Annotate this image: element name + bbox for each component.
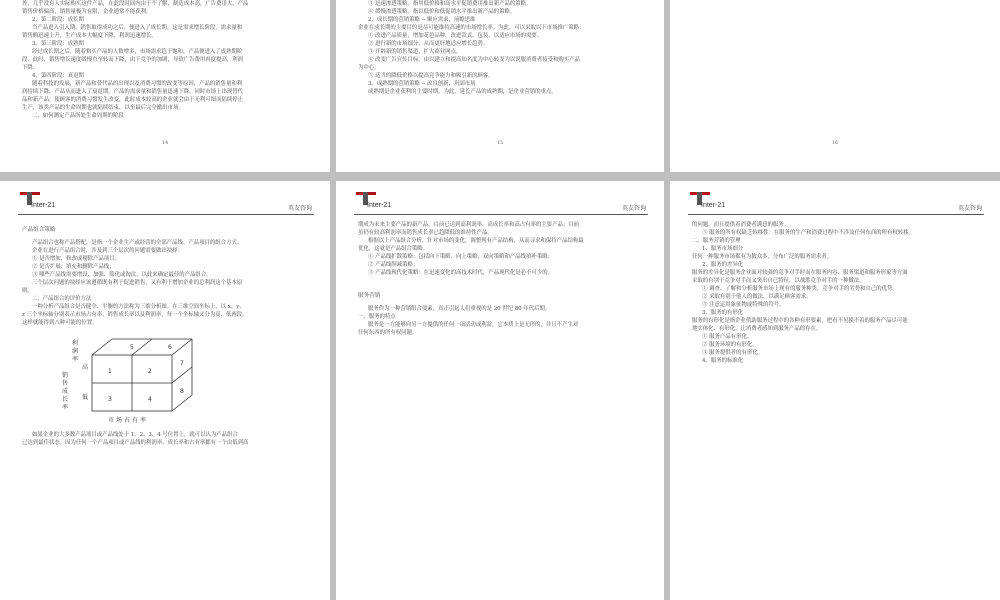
cell-number: 6: [168, 344, 172, 351]
axis-label-y: 销: [62, 372, 69, 379]
text-line: 润持续下降，产品从而进入了衰退期。产品的需求量和销售量迅速下降，同时市场上出现替代: [22, 89, 244, 95]
text-line: ① 调查、了解和分析服务市场上现有的服务种类，竞争对手的劣势和自己的优势。: [702, 286, 898, 292]
text-line: 如果企业的大多数产品项目或产品线处于 1、2、3、4 号位置上，就可以认为产品组合: [32, 432, 238, 438]
axis-label-z: 率: [72, 356, 79, 363]
text-line: 服务的有形化是指企业借助服务过程中的各种有形要素，把看不见摸不着的服务产品尽可能: [692, 318, 908, 324]
text-line: 2、服务的差异化: [702, 262, 744, 268]
text-line: 2、成长期的营销策略 -- 顺应需求，前瞻思维: [368, 17, 476, 23]
text-line: 下降。: [22, 65, 39, 71]
page-body: [22, 0, 312, 120]
text-line: 二、如何测定产品所处生命周期的阶段: [32, 113, 124, 119]
cell-number: 5: [130, 344, 134, 351]
document-page-product-mix: [0, 181, 330, 600]
header-company: 英友咨询: [287, 205, 312, 212]
section-title: 产品组合策略: [22, 227, 56, 233]
page-body: [358, 0, 646, 96]
inter21-logo: [20, 192, 64, 212]
text-line: 成熟期是企业获利的主要时期，为此，延长产品的成熟期，是企业营销的重点。: [368, 89, 557, 95]
text-line: z 三个坐标轴分别表示市场占有率、销售成长率以及利润率，每一个坐标轴又分为高、低两段，: [22, 312, 248, 318]
cube-divider: [172, 367, 192, 383]
axis-label-z: 利: [72, 340, 79, 347]
text-line: 根据以上产品组合分析，针对市场的变化，调整现有产品结构，从而寻求和保持产品结构最: [368, 238, 584, 244]
text-line: 随着科技的发展，新产品和替代品的出现以及消费习惯的改变等原因，产品的销售量和利: [32, 81, 243, 87]
page-body: [692, 221, 982, 365]
text-line: 3、第三阶段：成熟期: [32, 41, 84, 47]
page-number: 15: [496, 140, 504, 146]
text-line: 为中心。: [358, 65, 380, 71]
text-line: 采取的有别于竞争对手而又突出自己特征，以战胜竞争对手的一种做法。: [692, 278, 865, 284]
inter21-logo: [690, 192, 734, 212]
axis-label-y: 长: [62, 396, 69, 403]
document-page-service-management: [670, 181, 1000, 600]
document-page-16: [670, 0, 1000, 172]
text-line: ⑤ 服务的所有权缺乏转移性：在服务的生产和消费过程中不涉及任何东西的所有权转移。: [702, 230, 914, 236]
text-line: 3、成熟期的营销策略 -- 改良创新，巩固市场: [368, 81, 476, 87]
text-line: 已达到最佳状态。因为任何一个产品项目或产品线的利润率、成长率和占有率都有一个由低到高: [22, 440, 249, 446]
cell-number: 1: [108, 368, 112, 375]
text-line: ① 产品线扩散策略：包括向下策略、向上策略、双向策略和产品线填补策略；: [368, 254, 553, 260]
cell-number: 3: [108, 396, 112, 403]
text-line: ③ 开辟新的销售渠道，扩大商业网点。: [368, 49, 462, 55]
page-header: [688, 181, 984, 215]
header-company: 英友咨询: [957, 205, 982, 212]
page-body: [358, 221, 646, 277]
text-line: 一种分析产品组合是否健全、平衡的方法称为三维分析图。在三维空间坐标上，以 x、y、: [32, 304, 245, 310]
axis-label-y: 售: [62, 380, 69, 387]
axis-label-y: 成: [62, 388, 69, 395]
text-line: 外，几乎没有人实际购买这件产品，在此段时间内由于不了解，制造成本高，广告费用大，产品: [22, 1, 249, 7]
document-page-14: [0, 0, 330, 172]
page-body: [22, 239, 312, 327]
axis-label-x: 市: [108, 417, 115, 424]
logo-brand-text: Inter-21: [367, 202, 392, 209]
cell-number: 4: [148, 396, 152, 403]
axis-label-y: 率: [62, 404, 69, 411]
text-line: 1、服务市场细分: [702, 246, 744, 252]
text-line: ③ 服务提供者的有形化。: [702, 350, 764, 356]
text-line: ① 改进产品质量，增加花色品种，改进款式，包装，以适应市场的需要。: [368, 33, 543, 39]
text-line: ① 是否增加、修改或剔除产品项目；: [32, 256, 120, 262]
axis-label-x: 占: [124, 417, 131, 424]
axis-label-x: 场: [116, 417, 123, 424]
text-line: 品和新产品，使顾客的消费习惯发生改变，此时成本较高的企业就会由于无利可图而陆续停止: [22, 97, 244, 103]
inter21-logo: [356, 192, 400, 212]
cell-number: 2: [148, 368, 152, 375]
axis-label-z: 润: [72, 348, 79, 355]
text-line: ② 是否扩展、填充和删除产品线；: [32, 264, 115, 270]
document-page-service-marketing: [336, 181, 664, 600]
cube-edge: [172, 339, 192, 355]
text-line: 生产，该类产品的生命周期也就陆续结束，以至最后完全撤出市场。: [22, 105, 184, 111]
text-line: ② 进行新的市场细分，从而更好地适应增长趋势。: [368, 41, 489, 47]
text-line: 产品组合也称产品搭配，是指一个企业生产或经营的全部产品线、产品项目的组合方式。: [32, 240, 243, 246]
text-line: 服务是一方能够向另一方提供的任何一项活动或利益，它本质上是无形的，并且不产生对: [368, 322, 579, 328]
page-body-2: [358, 305, 646, 337]
text-line: 二、服务营销的管理: [692, 238, 741, 244]
text-line: 2、第二阶段：成长期: [32, 17, 84, 23]
axis-label-x: 率: [140, 417, 147, 424]
text-line: 企业在成长期的主要目的是尽可能维持高速的市场增长率。为此，可以采取以下市场推广策略：: [358, 25, 585, 31]
text-line: ③ 迅速渗透策略。指用低价格和高水平促销费用推出新产品的策略。: [368, 1, 532, 7]
text-line: ① 服务产品有形化。: [702, 334, 753, 340]
text-line: 任何一种服务市场都有为数众多，分布广泛的服务需求者。: [692, 254, 833, 260]
text-line: 地实体化、有形化，让消费者感知到服务产品的存在。: [692, 326, 822, 332]
page-number: 16: [831, 140, 839, 146]
text-line: ⑤ 适当的降低价格以提高竞争能力和吸引新的顾客。: [368, 73, 494, 79]
text-line: ③ 注意运用象征物或特殊的符号。: [702, 302, 785, 308]
text-line: 企业在进行产品组合时，涉及到三个层次的问题需要做出抉择：: [32, 248, 183, 254]
logo-brand-text: Inter-21: [701, 202, 726, 209]
section-title: 服务营销: [358, 293, 381, 299]
text-line: ④ 缓慢渗透策略。指以低价和低促销水平推出新产品的策略。: [368, 9, 516, 15]
text-line: ③ 产品线现代化策略：在迅速变化的高技术时代，产品现代化是必不可少的。: [368, 270, 553, 276]
text-line: ② 服务环境的有形化。: [702, 342, 758, 348]
text-line: 二、产品组合的评价方法: [32, 296, 92, 302]
text-line: 一、服务的特点: [358, 314, 396, 320]
text-line: ② 产品线削减策略；: [368, 262, 419, 268]
text-line: 任何东西的所有权问题。: [358, 330, 418, 336]
three-dimension-diagram: [22, 331, 312, 427]
axis-tick-high: 高: [82, 364, 89, 371]
text-line: ③ 哪些产品线需要增设、加强、简化或淘汰，以此来确定最佳的产品组合。: [32, 272, 212, 278]
text-line: 则。: [22, 288, 33, 294]
cell-number: 7: [180, 360, 184, 367]
text-line: 经过成长期之后，随着购买产品的人数增多，市场需求趋于饱和，产品便进入了成熟期阶: [32, 49, 243, 55]
text-line: 优化，这就是产品组合策略。: [358, 246, 429, 252]
text-line: 销售价格偏高，销售量极为有限，企业通常不能获利。: [22, 9, 152, 15]
text-line: 的问题，而且提供着消费者满意的服务。: [692, 222, 790, 228]
header-company: 英友咨询: [621, 205, 646, 212]
cube-edge: [92, 339, 112, 355]
text-line: 3、服务的有形化: [702, 310, 744, 316]
page-header: [18, 181, 314, 215]
text-line: 4、服务的标准化: [702, 358, 744, 364]
text-line: 期成为未来主要产品的新产品，目前已达到高利润率、高成长率和高占有率的主要产品；目前: [358, 222, 580, 228]
text-line: 三个层次问题的抉择应该遵循既有利于促进销售，又有利于增加企业的总利润这个基本原: [32, 280, 243, 286]
text-line: 段，此时，销售增长速度缓慢直至转而下降，由于竞争的加剧，导致广告费用再度提高，利润: [22, 57, 244, 63]
cell-number: 8: [180, 388, 184, 395]
axis-tick-low: 低: [82, 394, 89, 401]
text-line: 销售额迅速上升，生产成本大幅度下降，利润迅速增长。: [22, 33, 157, 39]
logo-brand-text: Inter-21: [31, 202, 56, 209]
text-line: 4、第四阶段：衰退期: [32, 73, 84, 79]
page-body-bottom: [22, 431, 312, 447]
document-page-15: [336, 0, 664, 172]
text-line: ② 采取有别于他人的做法，以满足顾客需求。: [702, 294, 812, 300]
page-number: 14: [161, 140, 169, 146]
cube-divider: [132, 339, 152, 355]
text-line: 服务作为一种营销组合要素，真正引起人们重视的是 20 世纪 80 年代后期。: [368, 306, 551, 312]
text-line: 服务的差异化是服务企业面对较强的竞争对手时而在服务内容、服务渠道和服务形象等方面: [692, 270, 908, 276]
text-line: 当产品进入引入期，销售取得成功之后，便进入了成长期。这是需求增长阶段，需求量和: [32, 25, 243, 31]
axis-label-x: 有: [132, 417, 139, 424]
text-line: ④ 改变广告宣传目标，由以建立和提高知名度为中心转变为以说服消费者接受和购买产品: [368, 57, 580, 63]
text-line: 虽仍有较高利润率而销售成长率已趋降低的维持性产品。: [358, 230, 493, 236]
text-line: 这样就能得到八种可能的位置。: [22, 320, 98, 326]
cube-diagram-svg: [22, 331, 312, 427]
page-header: [354, 181, 648, 215]
cube-edge: [172, 395, 192, 411]
